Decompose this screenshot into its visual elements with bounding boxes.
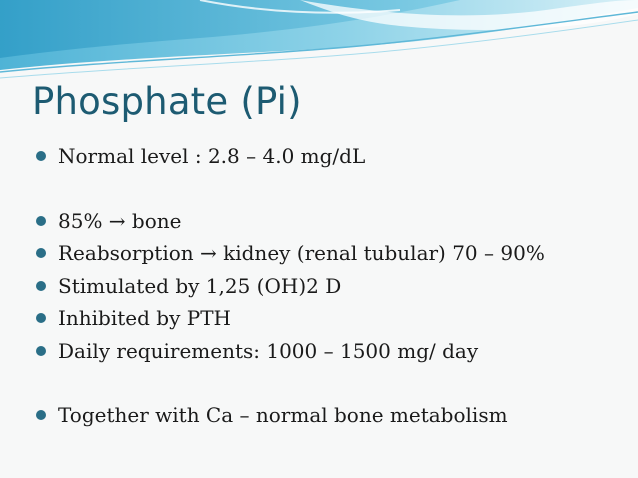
bullet-item: [36, 335, 626, 368]
bullet-text: Daily requirements: 1000 – 1500 mg/ day: [58, 338, 479, 363]
bullet-item: [36, 270, 626, 303]
wave-header-decoration: [0, 0, 638, 90]
bullet-item: [36, 237, 626, 270]
bullet-dot-icon: [36, 151, 46, 161]
bullet-item: [36, 140, 626, 173]
bullet-item: [36, 205, 626, 238]
bullet-text: Together with Ca – normal bone metabolism: [58, 403, 508, 427]
bullet-dot-icon: [36, 248, 46, 258]
bullet-dot-icon: [36, 313, 46, 323]
bullet-dot-icon: [36, 346, 46, 356]
bullet-item: [36, 302, 626, 335]
bullet-dot-icon: [36, 410, 46, 420]
slide-title: Phosphate (Pi): [32, 80, 302, 123]
bullet-dot-icon: [36, 216, 46, 226]
bullet-text: Stimulated by 1,25 (OH)2 D: [58, 273, 342, 298]
bullet-text: Inhibited by PTH: [58, 306, 231, 330]
bullet-item: [36, 399, 626, 432]
bullet-text: 85% → bone: [58, 208, 182, 233]
bullet-dot-icon: [36, 281, 46, 291]
bullet-text: Normal level : 2.8 – 4.0 mg/dL: [58, 144, 366, 168]
bullet-list: [36, 140, 626, 432]
bullet-text: Reabsorption → kidney (renal tubular) 70 – 90%: [58, 241, 545, 265]
